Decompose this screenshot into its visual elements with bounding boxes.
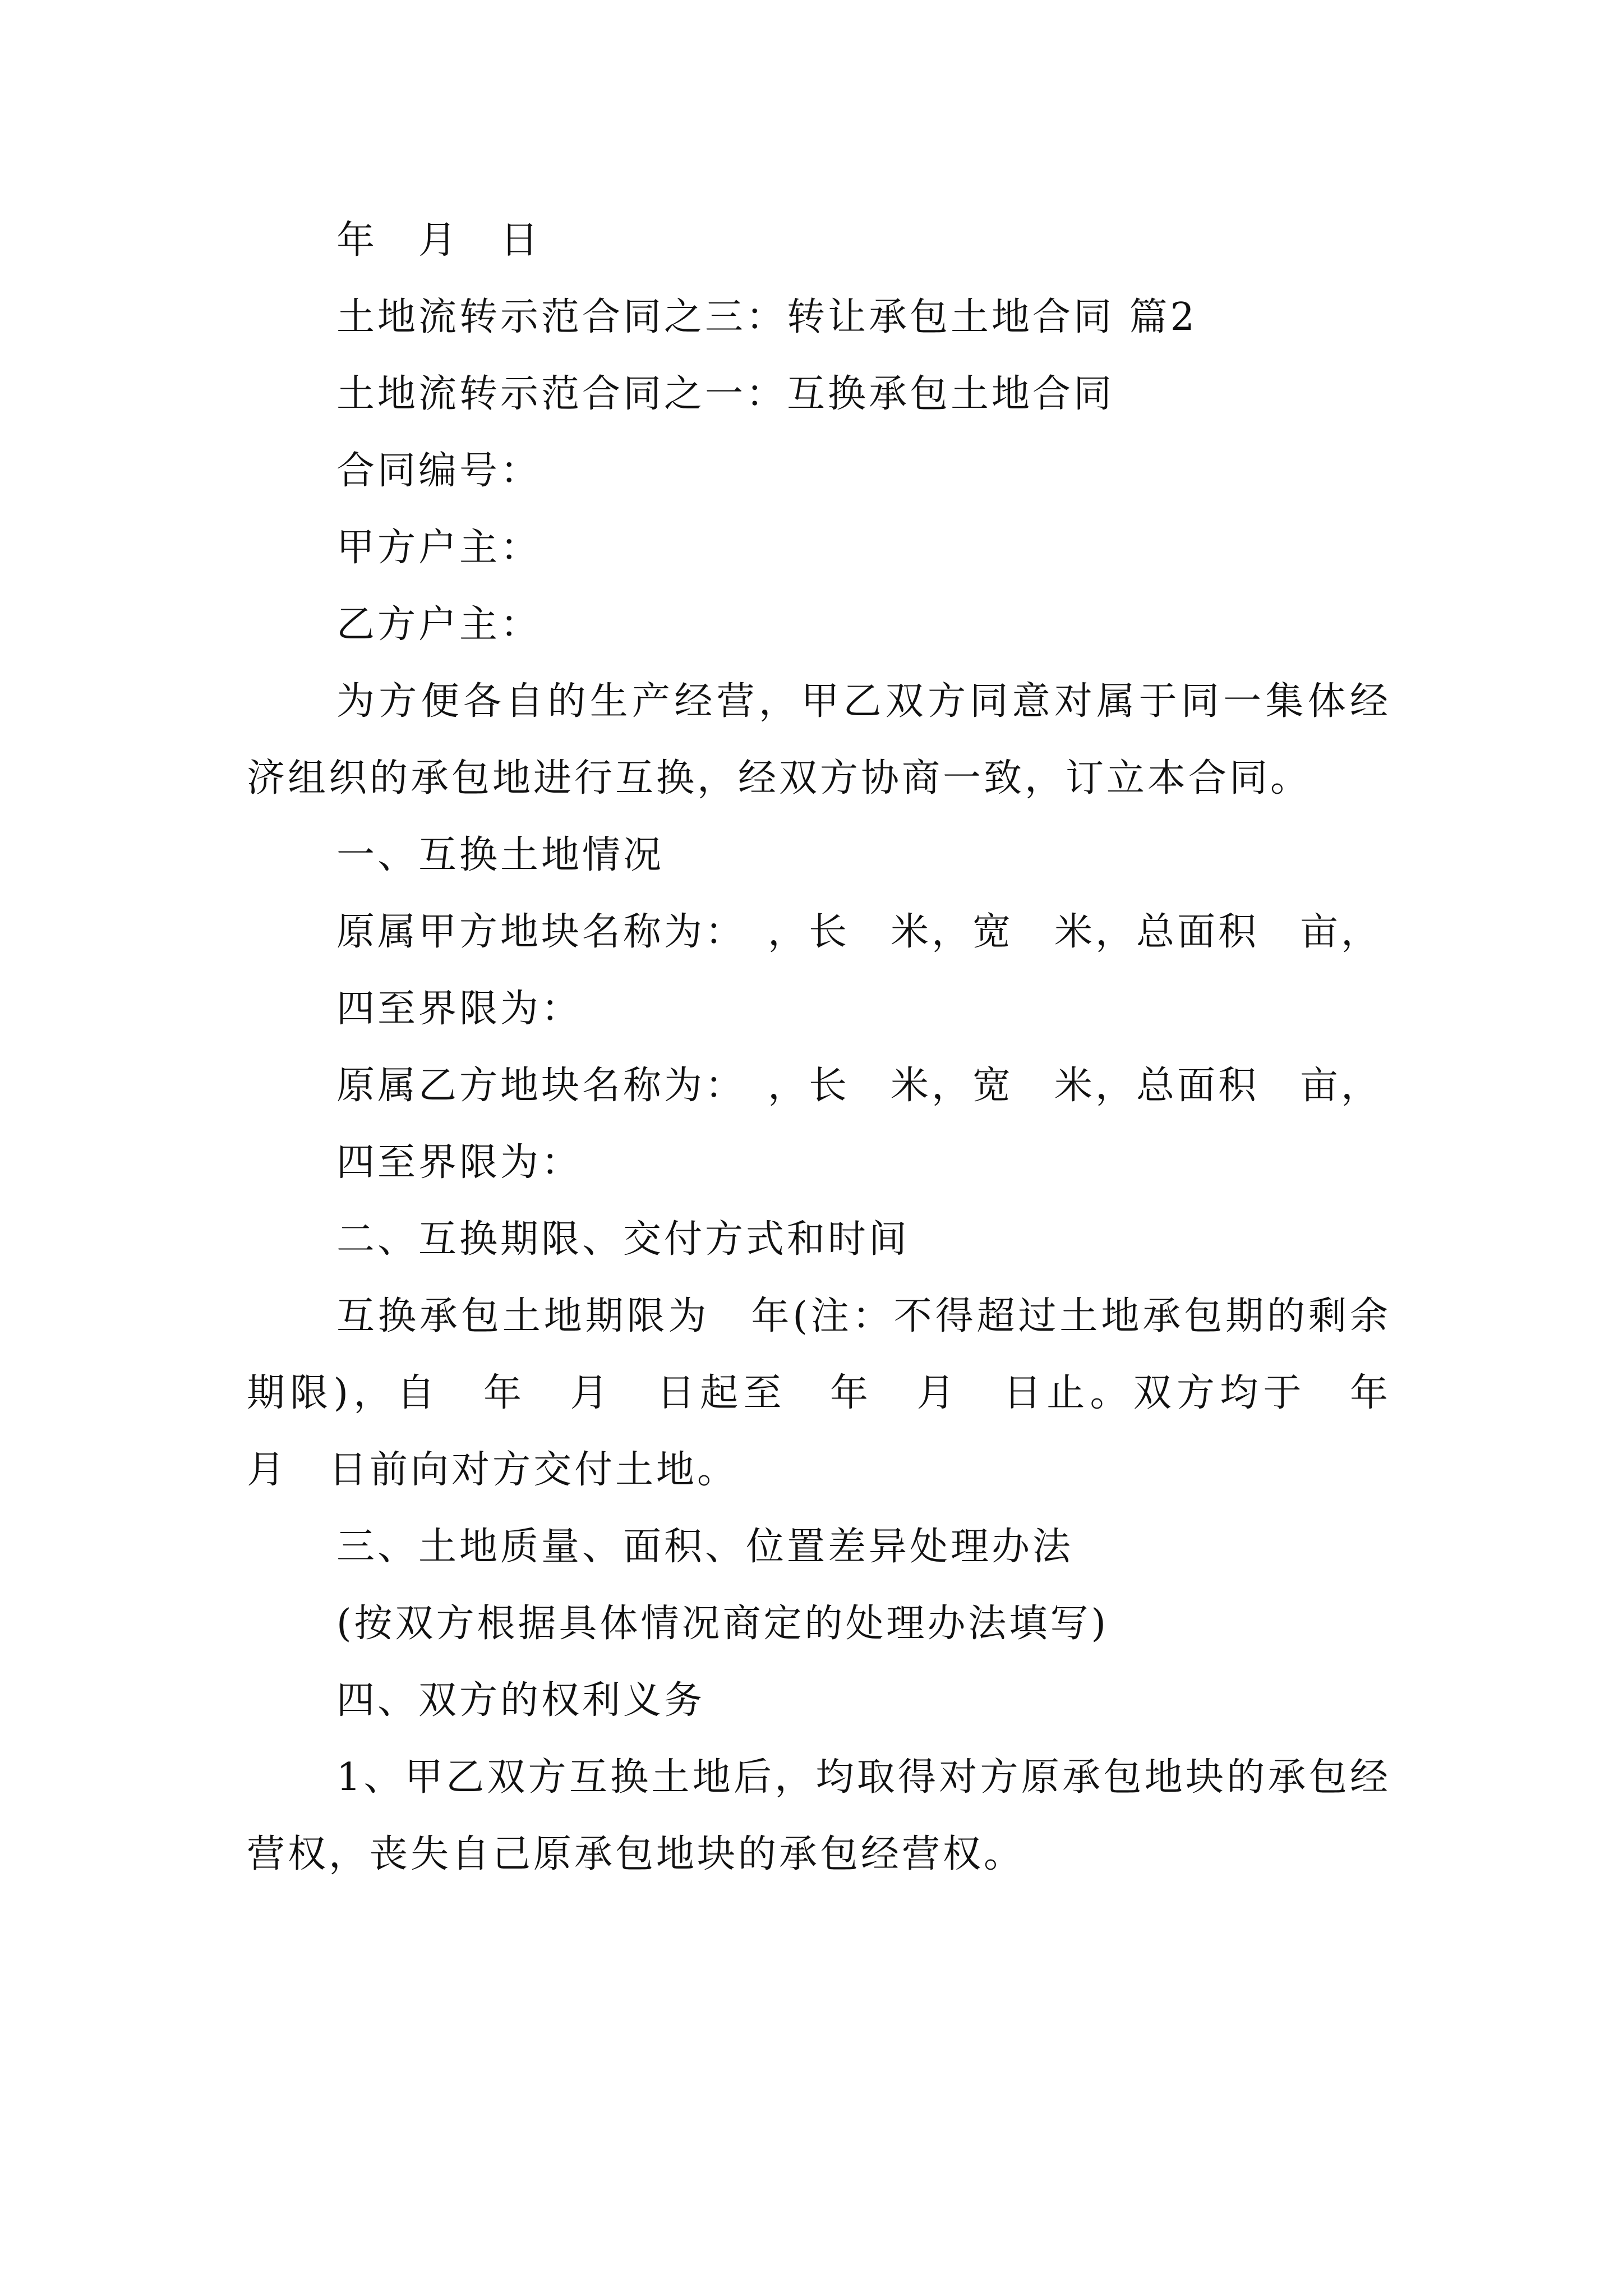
contract-title: 土地流转示范合同之一：互换承包土地合同 xyxy=(336,372,1115,416)
section-heading: 土地流转示范合同之三：转让承包土地合同 篇2 xyxy=(336,295,1197,339)
clause-heading-2: 二、互换期限、交付方式和时间 xyxy=(336,1217,910,1262)
clause-heading-4: 四、双方的权利义务 xyxy=(336,1678,706,1723)
clause-heading-3: 三、土地质量、面积、位置差异处理办法 xyxy=(336,1525,1074,1569)
term-paragraph: 互换承包土地期限为 年(注：不得超过土地承包期的剩余期限)，自 年 月 日起至 年 月 日止。双方均于 年 月 日前向对方交付土地。 xyxy=(247,1294,1432,1492)
rights-item-1: 1、甲乙双方互换土地后，均取得对方原承包地块的承包经营权，丧失自己原承包地块的承包经营权。 xyxy=(247,1755,1391,1876)
party-b-field: 乙方户主： xyxy=(336,602,542,647)
party-b-plot-paragraph: 原属乙方地块名称为： ，长 米，宽 米，总面积 亩， xyxy=(336,1064,1382,1108)
party-b-boundaries: 四至界限为： xyxy=(336,1140,583,1185)
contract-number-field: 合同编号： xyxy=(336,449,542,493)
party-a-field: 甲方户主： xyxy=(336,526,542,570)
preamble-paragraph: 为方便各自的生产经营，甲乙双方同意对属于同一集体经济组织的承包地进行互换，经双方协商一致，订立本合同。 xyxy=(247,679,1391,800)
document-body xyxy=(247,202,1432,1893)
difference-note: (按双方根据具体情况商定的处理办法填写) xyxy=(336,1602,1109,1646)
clause-heading-1: 一、互换土地情况 xyxy=(336,833,665,877)
party-a-plot-paragraph: 原属甲方地块名称为： ，长 米，宽 米，总面积 亩， xyxy=(336,910,1382,954)
date-line: 年 月 日 xyxy=(336,218,542,263)
party-a-boundaries: 四至界限为： xyxy=(336,987,583,1031)
